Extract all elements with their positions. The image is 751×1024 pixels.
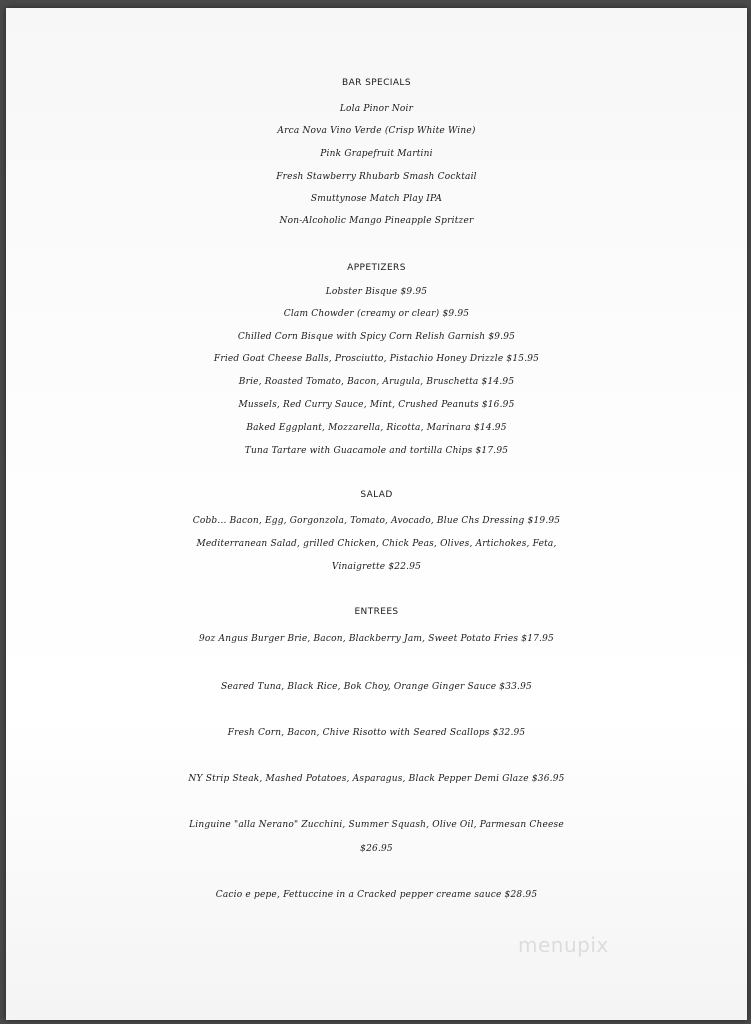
appetizer-item: Clam Chowder (creamy or clear) $9.95: [283, 309, 470, 319]
entree-price: $26.95: [360, 844, 393, 854]
entree-item: Seared Tuna, Black Rice, Bok Choy, Orange Ginger Sauce $33.95: [221, 682, 532, 692]
bar-special-item: Fresh Stawberry Rhubarb Smash Cocktail: [276, 172, 477, 182]
entrees-heading: ENTREES: [354, 607, 399, 617]
appetizer-item: Baked Eggplant, Mozzarella, Ricotta, Marinara $14.95: [246, 423, 507, 433]
bar-special-item: Pink Grapefruit Martini: [320, 149, 433, 159]
appetizer-item: Lobster Bisque $9.95: [325, 287, 428, 297]
entree-item: Cacio e pepe, Fettuccine in a Cracked pepper creame sauce $28.95: [215, 890, 538, 900]
bar-special-item: Smuttynose Match Play IPA: [310, 194, 443, 204]
bar-special-item: Non-Alcoholic Mango Pineapple Spritzer: [279, 216, 474, 226]
salad-item: Vinaigrette $22.95: [331, 562, 422, 572]
salad-heading: SALAD: [360, 490, 393, 500]
salad-item: Cobb... Bacon, Egg, Gorgonzola, Tomato, Avocado, Blue Chs Dressing $19.95: [192, 516, 561, 526]
menu-page: [6, 8, 747, 1020]
bar-special-item: Lola Pinor Noir: [339, 104, 414, 114]
watermark-logo: menupix: [518, 933, 609, 957]
salad-item: Mediterranean Salad, grilled Chicken, Chick Peas, Olives, Artichokes, Feta,: [196, 539, 557, 549]
entree-item: Linguine "alla Nerano" Zucchini, Summer Squash, Olive Oil, Parmesan Cheese: [189, 820, 564, 830]
appetizers-heading: APPETIZERS: [347, 263, 406, 273]
entree-item: NY Strip Steak, Mashed Potatoes, Asparagus, Black Pepper Demi Glaze $36.95: [188, 774, 565, 784]
appetizer-item: Chilled Corn Bisque with Spicy Corn Relish Garnish $9.95: [237, 332, 516, 342]
entree-item: 9oz Angus Burger Brie, Bacon, Blackberry Jam, Sweet Potato Fries $17.95: [199, 634, 554, 644]
appetizer-item: Brie, Roasted Tomato, Bacon, Arugula, Bruschetta $14.95: [238, 377, 515, 387]
appetizer-item: Tuna Tartare with Guacamole and tortilla Chips $17.95: [244, 446, 509, 456]
entree-item: Fresh Corn, Bacon, Chive Risotto with Seared Scallops $32.95: [227, 728, 526, 738]
bar-specials-heading: BAR SPECIALS: [342, 78, 411, 88]
appetizer-item: Mussels, Red Curry Sauce, Mint, Crushed Peanuts $16.95: [238, 400, 515, 410]
appetizer-item: Fried Goat Cheese Balls, Prosciutto, Pistachio Honey Drizzle $15.95: [213, 354, 540, 364]
bar-special-item: Arca Nova Vino Verde (Crisp White Wine): [277, 126, 476, 136]
